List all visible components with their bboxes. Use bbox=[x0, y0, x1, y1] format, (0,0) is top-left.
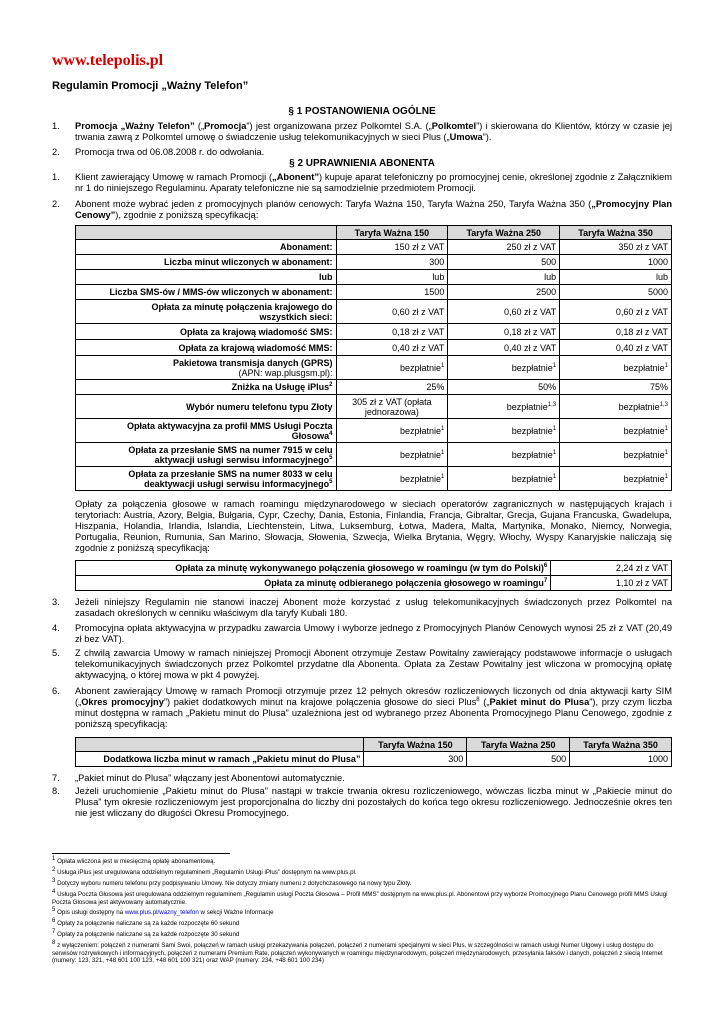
cell: 300 bbox=[336, 255, 448, 270]
item-text: Abonent może wybrać jeden z promocyjnych planów cenowych: Taryfa Ważna 150, Taryfa Ważna 250, Taryfa Ważna 350 („Promocyjny Plan Cenowy”), zgodnie z poniższą specyfikacją: bbox=[75, 199, 672, 220]
cell: 0,60 zł z VAT bbox=[560, 300, 672, 324]
table-row bbox=[76, 340, 672, 356]
row-label: Pakietowa transmisja danych (GPRS) (APN: wap.plusgsm.pl): bbox=[76, 356, 337, 380]
table-header-empty bbox=[76, 738, 364, 752]
cell: 0,18 zł z VAT bbox=[448, 324, 560, 340]
table-header-empty bbox=[76, 226, 337, 240]
cell: bezpłatnie$^1$ bbox=[560, 419, 672, 443]
table-row bbox=[76, 300, 672, 324]
s2-item-6 bbox=[52, 686, 672, 730]
section-1-heading: § 1 POSTANOWIENIA OGÓLNE bbox=[288, 106, 436, 117]
row-label: Opłata za minutę wykonywanego połączenia głosowego w roamingu (w tym do Polski)$^6$ bbox=[76, 561, 551, 576]
footnote-link[interactable]: www.plus.pl/wazny_telefon bbox=[124, 909, 199, 916]
table-row bbox=[76, 561, 672, 576]
s2-item-3 bbox=[52, 597, 672, 619]
cell: 25% bbox=[336, 380, 448, 395]
table-header-row bbox=[76, 226, 672, 240]
row-label: Opłata za minutę odbieranego połączenia głosowego w roamingu$^7$ bbox=[76, 576, 551, 591]
roaming-table bbox=[75, 560, 672, 591]
cell: 0,18 zł z VAT bbox=[560, 324, 672, 340]
item-number: 7. bbox=[52, 773, 60, 783]
cell: bezpłatnie$^1$ bbox=[336, 467, 448, 491]
cell: 150 zł z VAT bbox=[336, 240, 448, 255]
table-row bbox=[76, 285, 672, 300]
cell: bezpłatnie$^1$ bbox=[560, 467, 672, 491]
table-row bbox=[76, 356, 672, 380]
document-title: Regulamin Promocji „Ważny Telefon” bbox=[52, 80, 249, 92]
cell: lub bbox=[336, 270, 448, 285]
cell: 0,40 zł z VAT bbox=[560, 340, 672, 356]
s2-item-1 bbox=[52, 172, 672, 194]
table-header-cell: Taryfa Ważna 350 bbox=[570, 738, 672, 752]
cell: bezpłatnie$^1$ bbox=[448, 419, 560, 443]
cell: 5000 bbox=[560, 285, 672, 300]
row-label: Opłata za minutę połączenia krajowego do wszystkich sieci: bbox=[76, 300, 337, 324]
table-header-cell: Taryfa Ważna 250 bbox=[448, 226, 560, 240]
s1-item-1 bbox=[52, 121, 672, 143]
s1-item-2 bbox=[52, 147, 672, 158]
cell: 75% bbox=[560, 380, 672, 395]
cell: 1000 bbox=[570, 752, 672, 767]
footnote-divider bbox=[52, 853, 230, 854]
item-text: „Pakiet minut do Plusa” włączany jest Abonentowi automatycznie. bbox=[75, 773, 345, 783]
cell: 305 zł z VAT (opłata jednorazowa) bbox=[336, 395, 448, 419]
footnote-4: $^4$ Usługa Poczta Głosowa jest uregulowana oddzielnym regulaminem „Regulamin usługi Poczta Głosowa – Profil MMS” dostępnym na www.plus.pl. Abonentowi przy wyborze Promocyjnego Planu Cenowego profil MMS Usługi Poczta Głosowa jest aktywowany automatycznie. bbox=[52, 888, 668, 906]
item-number: 3. bbox=[52, 597, 60, 607]
plans-table bbox=[75, 225, 672, 491]
table-row bbox=[76, 467, 672, 491]
table-row bbox=[76, 380, 672, 395]
item-number: 1. bbox=[52, 172, 60, 182]
site-link[interactable]: www.telepolis.pl bbox=[52, 52, 164, 69]
s2-item-4 bbox=[52, 623, 672, 645]
footnote-5: $^5$ Opis usługi dostępny na www.plus.pl/wazny_telefon w sekcji Ważne Informacje bbox=[52, 906, 274, 916]
roaming-intro: Opłaty za połączenia głosowe w ramach roamingu międzynarodowego w sieciach operatorów zagranicznych w następujących krajach i terytoriach: Austria, Azory, Belgia, Bułgaria, Cypr, Czechy, Dania, Estonia, Finlandia, Francja, Gibraltar, Grecja, Gujana Francuska, Gwadelupa, Hiszpania, Holandia, Irlandia, Islandia, Liechtenstein, Litwa, Luksemburg, Łotwa, Madera, Malta, Martynika, Monako, Niemcy, Norwegia, Portugalia, Reunion, Rumunia, San Marino, Słowacja, Słowenia, Szwecja, Wielka Brytania, Węgry, Włochy, Wyspy Kanaryjskie naliczają się zgodnie z poniższą specyfikacją: bbox=[75, 499, 672, 553]
cell: bezpłatnie$^1$ bbox=[336, 443, 448, 467]
item-number: 1. bbox=[52, 121, 60, 131]
cell: 1000 bbox=[560, 255, 672, 270]
cell: 2500 bbox=[448, 285, 560, 300]
cell: 0,40 zł z VAT bbox=[336, 340, 448, 356]
item-number: 5. bbox=[52, 648, 60, 658]
table-row bbox=[76, 576, 672, 591]
cell: bezpłatnie$^1$ bbox=[336, 356, 448, 380]
table-row bbox=[76, 255, 672, 270]
table-header-cell: Taryfa Ważna 350 bbox=[560, 226, 672, 240]
item-number: 4. bbox=[52, 623, 60, 633]
item-number: 2. bbox=[52, 147, 60, 157]
row-label: Opłata za krajową wiadomość SMS: bbox=[76, 324, 337, 340]
minutes-table bbox=[75, 737, 672, 767]
footnote-6: $^6$ Opłaty za połączenie naliczane są za każde rozpoczęte 60 sekund bbox=[52, 917, 240, 927]
cell: bezpłatnie$^1$ bbox=[448, 443, 560, 467]
footnote-1: $^1$ Opłata wliczona jest w miesięczną opłatę abonamentową. bbox=[52, 855, 216, 865]
cell: 300 bbox=[364, 752, 467, 767]
table-header-row bbox=[76, 738, 672, 752]
table-row bbox=[76, 324, 672, 340]
row-label: lub bbox=[76, 270, 337, 285]
cell: 500 bbox=[467, 752, 570, 767]
s2-item-5 bbox=[52, 648, 672, 681]
s2-item-7 bbox=[52, 773, 672, 784]
cell: 0,18 zł z VAT bbox=[336, 324, 448, 340]
row-label: Liczba SMS-ów / MMS-ów wliczonych w abonament: bbox=[76, 285, 337, 300]
row-label: Abonament: bbox=[76, 240, 337, 255]
cell: bezpłatnie$^1$ bbox=[448, 467, 560, 491]
item-text: Z chwilą zawarcia Umowy w ramach niniejszej Promocji Abonent otrzymuje Zestaw Powitalny zawierający podstawowe informacje o usługach telekomunikacyjnych świadczonych przez Polkomtel przydatne dla Abonenta. Opłata za Zestaw Powitalny jest wliczona w promocyjną opłatę aktywacyjną, o której mowa w pkt 4 powyżej. bbox=[75, 648, 672, 680]
table-row bbox=[76, 395, 672, 419]
table-row bbox=[76, 443, 672, 467]
s2-item-2 bbox=[52, 199, 672, 221]
row-label: Dodatkowa liczba minut w ramach „Pakietu minut do Plusa” bbox=[76, 752, 364, 767]
table-row bbox=[76, 270, 672, 285]
row-label: Opłata za krajową wiadomość MMS: bbox=[76, 340, 337, 356]
cell: 2,24 zł z VAT bbox=[551, 561, 672, 576]
item-number: 2. bbox=[52, 199, 60, 209]
row-label: Wybór numeru telefonu typu Złoty bbox=[76, 395, 337, 419]
cell: lub bbox=[560, 270, 672, 285]
cell: bezpłatnie$^1$ bbox=[560, 356, 672, 380]
table-header-cell: Taryfa Ważna 150 bbox=[336, 226, 448, 240]
row-label: Opłata aktywacyjna za profil MMS Usługi Poczta Głosowa$^4$ bbox=[76, 419, 337, 443]
cell: 1,10 zł z VAT bbox=[551, 576, 672, 591]
cell: bezpłatnie$^{1,3}$ bbox=[560, 395, 672, 419]
cell: 0,60 zł z VAT bbox=[448, 300, 560, 324]
item-text: Promocyjna opłata aktywacyjna w przypadku zawarcia Umowy i wyborze jednego z Promocyjnych Planów Cenowych wynosi 25 zł z VAT (20,49 zł bez VAT). bbox=[75, 623, 672, 644]
footnote-8: $^8$ z wyłączeniem: połączeń z numerami Sami Swoi, połączeń w ramach usługi przekazywania połączeń, połączeń z numerami specjalnymi w sieci Plus, w szczególności w ramach usługi Numer Ułgowy i usług dostępu do serwisów rozrywkowych i informacyjnych, połączeń z numerami Premium Rate, połączeń wykonywanych w roamingu międzynarodowym, połączeń międzynarodowych, przesyłania faksów i danych, połączeń z siecią Internet (numery: 123, 321, +48 601 100 123, +48 601 100 321) oraz WAP (numery: 234, +48 601 100 234) bbox=[52, 939, 663, 964]
table-row bbox=[76, 752, 672, 767]
footnote-3: $^3$ Dotyczy wyboru numeru telefonu przy podpisywaniu Umowy. Nie dotyczy zmiany numeru z dotychczasowego na nowy typu Złoty. bbox=[52, 877, 412, 887]
cell: 50% bbox=[448, 380, 560, 395]
cell: bezpłatnie$^{1,3}$ bbox=[448, 395, 560, 419]
cell: bezpłatnie$^1$ bbox=[560, 443, 672, 467]
s2-item-8 bbox=[52, 786, 672, 819]
item-number: 6. bbox=[52, 686, 60, 696]
item-text: Promocja trwa od 06.08.2008 r. do odwołania. bbox=[75, 147, 265, 157]
table-row bbox=[76, 240, 672, 255]
cell: 350 zł z VAT bbox=[560, 240, 672, 255]
row-label: Opłata za przesłanie SMS na numer 8033 w celu deaktywacji usługi serwisu informacyjnego$^5$ bbox=[76, 467, 337, 491]
table-header-cell: Taryfa Ważna 250 bbox=[467, 738, 570, 752]
item-text: Abonent zawierający Umowę w ramach Promocji otrzymuje przez 12 pełnych okresów rozliczeniowych liczonych od dnia aktywacji karty SIM („Okres promocyjny”) pakiet dodatkowych minut na krajowe połączenia głosowe do sieci Plus$^8$ („Pakiet minut do Plusa”), przy czym liczba minut dostępna w ramach „Pakietu minut do Plusa” uzależniona jest od wybranego przez Abonenta Promocyjnego Planu Cenowego, zgodnie z poniższą specyfikacją: bbox=[75, 686, 673, 729]
cell: bezpłatnie$^1$ bbox=[336, 419, 448, 443]
cell: 0,40 zł z VAT bbox=[448, 340, 560, 356]
section-2-heading: § 2 UPRAWNIENIA ABONENTA bbox=[289, 158, 435, 169]
cell: lub bbox=[448, 270, 560, 285]
cell: 1500 bbox=[336, 285, 448, 300]
row-label: Opłata za przesłanie SMS na numer 7915 w celu aktywacji usługi serwisu informacyjnego$^5$ bbox=[76, 443, 337, 467]
cell: 250 zł z VAT bbox=[448, 240, 560, 255]
footnote-7: $^7$ Opłaty za połączenie naliczane są za każde rozpoczęte 30 sekund bbox=[52, 928, 240, 938]
table-row bbox=[76, 419, 672, 443]
item-text: Klient zawierający Umowę w ramach Promocji („Abonent”) kupuje aparat telefoniczny po promocyjnej cenie, określonej zgodnie z Załącznikiem nr 1 do niniejszego Regulaminu. Aparaty telefoniczne nie są samodzielnie przedmiotem Promocji. bbox=[75, 172, 672, 193]
row-label: Zniżka na Usługę iPlus$^2$ bbox=[76, 380, 337, 395]
cell: 500 bbox=[448, 255, 560, 270]
item-text: Jeżeli niniejszy Regulamin nie stanowi inaczej Abonent może korzystać z usług telekomunikacyjnych świadczonych przez Polkomtel na zasadach określonych w cenniku właściwym dla taryfy Kubali 180. bbox=[75, 597, 672, 618]
row-label: Liczba minut wliczonych w abonament: bbox=[76, 255, 337, 270]
cell: 0,60 zł z VAT bbox=[336, 300, 448, 324]
table-header-cell: Taryfa Ważna 150 bbox=[364, 738, 467, 752]
footnote-2: $^2$ Usługa iPlus jest uregulowana oddzielnym regulaminem „Regulamin Usługi iPlus” dostępnym na www.plus.pl. bbox=[52, 866, 357, 876]
item-number: 8. bbox=[52, 786, 60, 796]
cell: bezpłatnie$^1$ bbox=[448, 356, 560, 380]
item-text: Promocja „Ważny Telefon” („Promocja”) jest organizowana przez Polkomtel S.A. („Polkomtel”) i skierowana do Klientów, którzy w czasie jej trwania zawrą z Polkomtel umowę o świadczenie usług telekomunikacyjnych w sieci Plus („Umowa”). bbox=[75, 121, 673, 142]
item-text: Jeżeli uruchomienie „Pakietu minut do Plusa” nastąpi w trakcie trwania okresu rozliczeniowego, wówczas liczba minut w „Pakiecie minut do Plusa” tym okresie rozliczeniowym jest proporcjonalna do liczby dni pozostałych do końca tego okresu rozliczeniowego. Jednocześnie okres ten nie jest wliczany do długości Okresu Promocyjnego. bbox=[75, 786, 672, 818]
